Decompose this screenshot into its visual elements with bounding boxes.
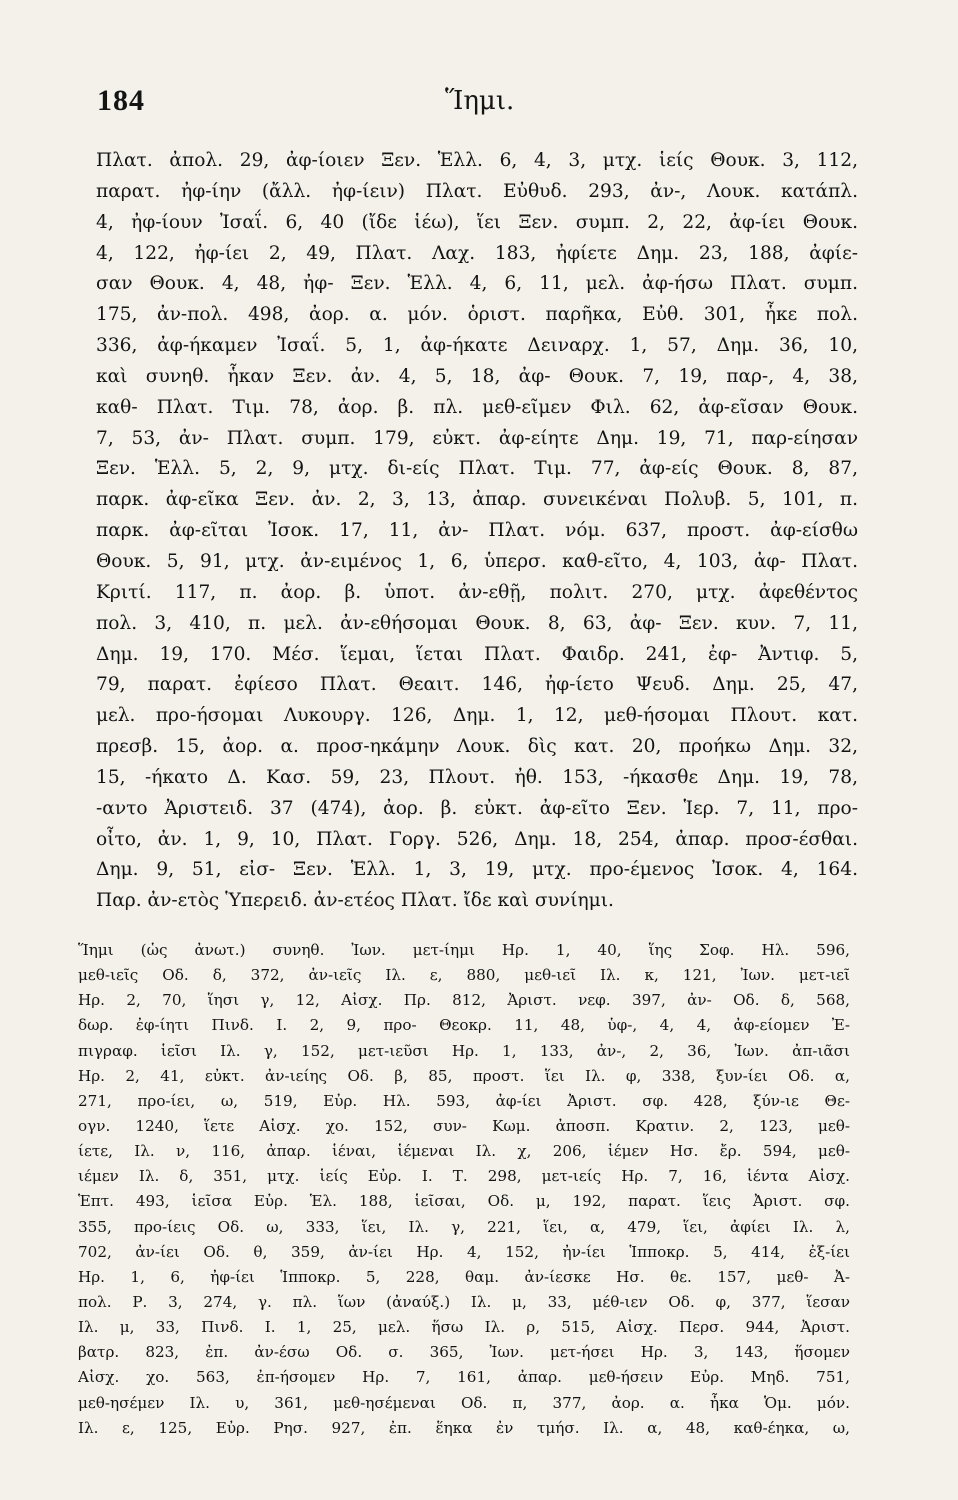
text-line: Δημ. 19, 170. Μέσ. ἵεμαι, ἵεται Πλατ. Φαιδρ. 241, ἐφ- Ἀντιφ. 5,	[96, 643, 858, 665]
footnote-line: μεθ-ιεῖς Οδ. δ, 372, ἀν-ιεῖς Ιλ. ε, 880, μεθ-ιεῖ Ιλ. κ, 121, Ἰων. μετ-ιεῖ	[78, 966, 850, 985]
footnote-entry-text	[78, 938, 850, 1441]
footnote-line: ιέμεν Ιλ. δ, 351, μτχ. ἱείς Εὐρ. Ι. Τ. 298, μετ-ιείς Ηρ. 7, 16, ἱέντα Αἰσχ.	[78, 1167, 850, 1186]
text-line: πολ. 3, 410, π. μελ. ἀν-εθήσομαι Θουκ. 8, 63, ἀφ- Ξεν. κυν. 7, 11,	[96, 612, 858, 634]
footnote-line: Ηρ. 1, 6, ἠφ-ίει Ἱπποκρ. 5, 228, θαμ. ἀν-ίεσκε Ησ. θε. 157, μεθ- Ἀ-	[78, 1267, 850, 1286]
footnote-line: Ἑπτ. 493, ἱεῖσα Εὐρ. Ἑλ. 188, ἱεῖσαι, Οδ. μ, 192, παρατ. ἵεις Ἀριστ. σφ.	[78, 1192, 850, 1211]
text-line: παρατ. ἠφ-ίην (ἄλλ. ἠφ-ίειν) Πλατ. Εὐθυδ. 293, ἀν-, Λουκ. κατάπλ.	[96, 180, 858, 202]
text-line: Δημ. 9, 51, εἰσ- Ξεν. Ἑλλ. 1, 3, 19, μτχ. προ-έμενος Ἰσοκ. 4, 164.	[96, 859, 858, 881]
text-line: 175, ἀν-πολ. 498, ἀορ. α. μόν. ὁριστ. παρῆκα, Εὐθ. 301, ἧκε πολ.	[96, 304, 858, 326]
text-line: Θουκ. 5, 91, μτχ. ἀν-ειμένος 1, 6, ὑπερσ. καθ-εῖτο, 4, 103, ἀφ- Πλατ.	[96, 550, 858, 572]
footnote-line: Ηρ. 2, 41, εὐκτ. ἀν-ιείης Οδ. β, 85, προστ. ἵει Ιλ. φ, 338, ξυν-ίει Οδ. α,	[78, 1066, 850, 1085]
text-line: πρεσβ. 15, ἀορ. α. προσ-ηκάμην Λουκ. δὶς κατ. 20, προήκω Δημ. 32,	[96, 736, 858, 758]
text-line: 4, ἠφ-ίουν Ἰσαΐ. 6, 40 (ἴδε ἱέω), ἵει Ξεν. συμπ. 2, 22, ἀφ-ίει Θουκ.	[96, 211, 858, 233]
footnote-line: Ιλ. ε, 125, Εὐρ. Ρησ. 927, ἐπ. ἕηκα ἐν τμήσ. Ιλ. α, 48, καθ-έηκα, ω,	[78, 1418, 850, 1437]
main-entry-text	[96, 146, 858, 917]
footnote-line: 271, προ-ίει, ω, 519, Εὐρ. Ηλ. 593, ἀφ-ίει Ἀριστ. σφ. 428, ξύν-ιε Θε-	[78, 1091, 850, 1110]
page-number: 184	[97, 84, 145, 117]
text-line: καὶ συνηθ. ἧκαν Ξεν. ἀν. 4, 5, 18, ἀφ- Θουκ. 7, 19, παρ-, 4, 38,	[96, 365, 858, 387]
footnote-line: βατρ. 823, ἐπ. ἀν-έσω Οδ. σ. 365, Ἰων. μετ-ήσει Ηρ. 3, 143, ἥσομεν	[78, 1343, 850, 1362]
footnote-line: Ἵημι (ὡς ἀνωτ.) συνηθ. Ἰων. μετ-ίημι Ηρ. 1, 40, ἵης Σοφ. Ηλ. 596,	[78, 941, 850, 959]
text-line: 336, ἀφ-ήκαμεν Ἰσαΐ. 5, 1, ἀφ-ήκατε Δειναρχ. 1, 57, Δημ. 36, 10,	[96, 335, 858, 357]
text-line: παρκ. ἀφ-εῖκα Ξεν. ἀν. 2, 3, 13, ἀπαρ. συνεικέναι Πολυβ. 5, 101, π.	[96, 489, 858, 511]
footnote-line: μεθ-ησέμεν Ιλ. υ, 361, μεθ-ησέμεναι Οδ. π, 377, ἀορ. α. ἧκα Ὁμ. μόν.	[78, 1393, 850, 1412]
text-line: -αντο Ἀριστειδ. 37 (474), ἀορ. β. εὐκτ. ἀφ-εῖτο Ξεν. Ἱερ. 7, 11, προ-	[96, 797, 858, 819]
text-line: σαν Θουκ. 4, 48, ἠφ- Ξεν. Ἑλλ. 4, 6, 11, μελ. ἀφ-ήσω Πλατ. συμπ.	[96, 273, 858, 295]
running-head: Ἵημι.	[445, 86, 515, 116]
text-line: καθ- Πλατ. Τιμ. 78, ἀορ. β. πλ. μεθ-εῖμεν Φιλ. 62, ἀφ-εῖσαν Θουκ.	[96, 396, 858, 418]
text-line: Πλατ. ἀπολ. 29, ἀφ-ίοιεν Ξεν. Ἑλλ. 6, 4, 3, μτχ. ἱείς Θουκ. 3, 112,	[96, 150, 858, 171]
text-line: 15, -ήκατο Δ. Κασ. 59, 23, Πλουτ. ἠθ. 153, -ήκασθε Δημ. 19, 78,	[96, 766, 858, 788]
footnote-line: ογν. 1240, ἵετε Αἰσχ. χο. 152, συν- Κωμ. ἀποσπ. Κρατιν. 2, 123, μεθ-	[78, 1116, 850, 1135]
text-line: 79, παρατ. ἐφίεσο Πλατ. Θεαιτ. 146, ἠφ-ίετο Ψευδ. Δημ. 25, 47,	[96, 674, 858, 696]
footnote-line: πολ. Ρ. 3, 274, γ. πλ. ἵων (ἀναύξ.) Ιλ. μ, 33, μέθ-ιεν Οδ. φ, 377, ἵεσαν	[78, 1292, 850, 1311]
text-line: 7, 53, ἀν- Πλατ. συμπ. 179, εὐκτ. ἀφ-είητε Δημ. 19, 71, παρ-είησαν	[96, 427, 858, 449]
footnote-line: 702, ἀν-ίει Οδ. θ, 359, ἀν-ίει Ηρ. 4, 152, ἠν-ίει Ἱπποκρ. 5, 414, ἐξ-ίει	[78, 1242, 850, 1261]
text-line: Παρ. ἀν-ετὸς Ὑπερειδ. ἀν-ετέος Πλατ. ἴδε καὶ συνίημι.	[96, 890, 614, 912]
footnote-line: Ηρ. 2, 70, ἵησι γ, 12, Αἰσχ. Πρ. 812, Ἀριστ. νεφ. 397, ἀν- Οδ. δ, 568,	[78, 991, 850, 1010]
page-header	[97, 84, 861, 124]
footnote-line: πιγραφ. ἱεῖσι Ιλ. γ, 152, μετ-ιεῦσι Ηρ. 1, 133, ἀν-, 2, 36, Ἰων. ἀπ-ιᾶσι	[78, 1041, 850, 1060]
footnote-line: ίετε, Ιλ. ν, 116, ἀπαρ. ἱέναι, ἱέμεναι Ιλ. χ, 206, ἱέμεν Ησ. ἔρ. 594, μεθ-	[78, 1142, 850, 1161]
text-line: παρκ. ἀφ-εῖται Ἰσοκ. 17, 11, ἀν- Πλατ. νόμ. 637, προστ. ἀφ-είσθω	[96, 520, 858, 542]
footnote-line: δωρ. ἐφ-ίητι Πινδ. Ι. 2, 9, προ- Θεοκρ. 11, 48, ὑφ-, 4, 4, ἀφ-είομεν Ἐ-	[78, 1016, 850, 1035]
footnote-line: Ιλ. μ, 33, Πινδ. Ι. 1, 25, μελ. ἥσω Ιλ. ρ, 515, Αἰσχ. Περσ. 944, Ἀριστ.	[78, 1318, 850, 1337]
text-line: οἶτο, ἀν. 1, 9, 10, Πλατ. Γοργ. 526, Δημ. 18, 254, ἀπαρ. προσ-έσθαι.	[96, 828, 858, 850]
text-line: Κριτί. 117, π. ἀορ. β. ὑποτ. ἀν-εθῇ, πολιτ. 270, μτχ. ἀφεθέντος	[96, 581, 858, 603]
text-line: Ξεν. Ἑλλ. 5, 2, 9, μτχ. δι-είς Πλατ. Τιμ. 77, ἀφ-είς Θουκ. 8, 87,	[96, 458, 858, 480]
footnote-line: 355, προ-ίεις Οδ. ω, 333, ἵει, Ιλ. γ, 221, ἵει, α, 479, ἵει, ἀφίει Ιλ. λ,	[78, 1217, 850, 1236]
footnote-line: Αἰσχ. χο. 563, ἐπ-ήσομεν Ηρ. 7, 161, ἀπαρ. μεθ-ήσειν Εὐρ. Μηδ. 751,	[78, 1368, 850, 1387]
text-line: 4, 122, ἠφ-ίει 2, 49, Πλατ. Λαχ. 183, ἠφίετε Δημ. 23, 188, ἀφίε-	[96, 242, 858, 264]
text-line: μελ. προ-ήσομαι Λυκουργ. 126, Δημ. 1, 12, μεθ-ήσομαι Πλουτ. κατ.	[96, 705, 858, 727]
